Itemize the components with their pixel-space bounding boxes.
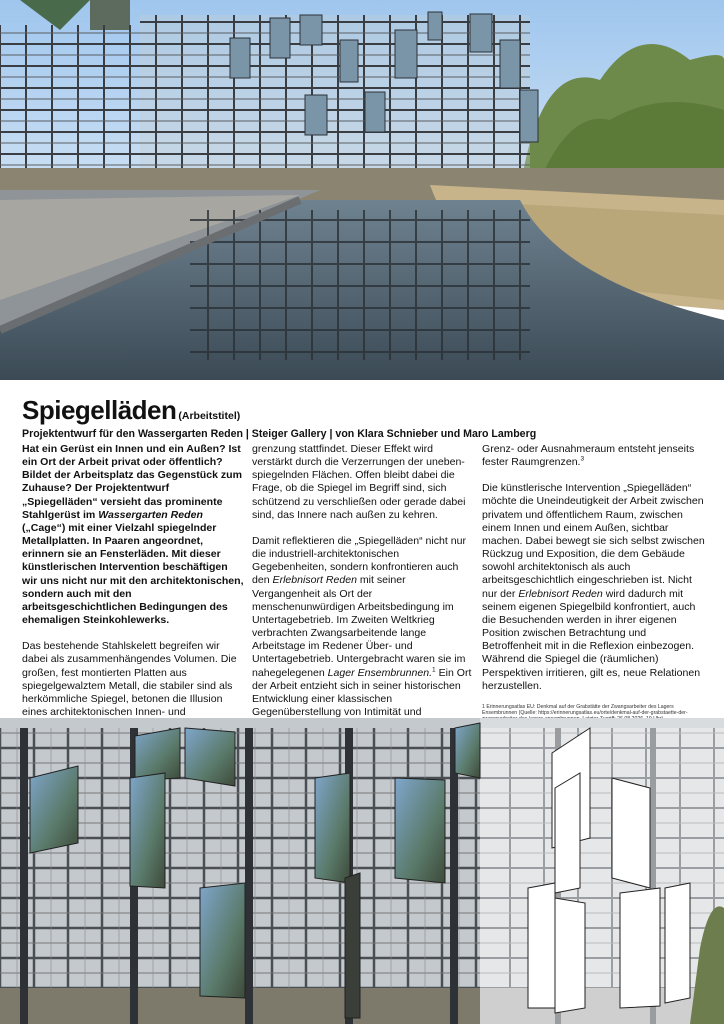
mirror-panel-rendering [0, 718, 724, 1024]
steel-cage-reflection-photo [0, 0, 724, 380]
page-subtitle: Projektentwurf für den Wassergarten Reden | Steiger Gallery | von Klara Schnieber und Maro Lamberg [22, 428, 537, 440]
body-text: Damit reflektieren die „Spiegelläden“ nicht nur die industriell-architektonischen Gegebenheiten, sondern konfrontieren auch den [252, 534, 466, 587]
body-paragraph [482, 482, 706, 693]
lead-paragraph [22, 443, 244, 627]
body-paragraph: Das bestehende Stahlskelett begreifen wir dabei als zusammenhängendes Volumen. Die großen, fest montierten Platten aus spiegelgewalztem Metall, die stabiler sind als herkömmliche Spiegel, betonen die Illusion eines architektonischen Innen- und [22, 640, 237, 718]
body-emphasis: Lager Ensembrunnen. [327, 666, 433, 679]
lead-text-a: Hat ein Gerüst ein Innen und ein Außen? Ist ein Ort der Arbeit privat oder öffentlich? Bildet der Arbeitsplatz das Gegenstück zum Zuhause? Der Projektentwurf „Spiegelläden“ versieht das prominente Stahlgerüst im [22, 443, 242, 521]
body-text: Die künstlerische Intervention „Spiegelläden“ möchte die Uneindeutigkeit der Arbeit zwischen privatem und öffentlichem Raum, zwischen einem Innen und einem Außen, sichtbar machen. Dabei bewegt sie sich selbst zwischen Rückzug und Exposition, die dem Gebäude sowohl architektonisch als auch arbeitsgeschichtlich eingeschrieben ist. Nicht nur der [482, 482, 705, 600]
top-photo [0, 0, 724, 380]
page-title: Spiegelläden [22, 395, 177, 425]
lead-text-b: („Cage“) mit einer Vielzahl spiegelnder Metallplatten. In Paaren angeordnet, erinnern sie an Fensterläden. Mit dieser künstlerischen Intervention beschäftigen wir uns nicht nur mit den architektonischen, sondern auch mit den arbeitsgeschichtlichen Bedingungen des ehemaligen Steinkohlewerks. [22, 521, 244, 627]
footnote-ref: 1 [432, 665, 436, 673]
body-text: Grenz- oder Ausnahmeraum entsteht jenseits fester Raumgrenzen. [482, 443, 695, 469]
text-column-3 [482, 443, 706, 745]
footnote-ref: 3 [580, 455, 585, 463]
body-text: Ein Ort der Arbeit entzieht sich in seiner historischen Entwicklung einer klassischen Gegenüberstellung von Intimität und [252, 666, 472, 718]
bottom-photo [0, 718, 724, 1024]
title-suffix: (Arbeitstitel) [178, 410, 241, 422]
lead-emphasis: Wassergarten Reden [98, 508, 203, 521]
body-paragraph: grenzung stattfindet. Dieser Effekt wird verstärkt durch die Verzerrungen der uneben-spiegelnden Flächen. Offen bleibt dabei die Frage, ob die Spiegel im Begriff sind, sich schützend zu verschließen oder gerade dabei sind, das Innere nach außen zu kehren. [252, 443, 466, 521]
body-text: mit seiner Vergangenheit als Ort der menschenunwürdigen Arbeitsbedingung im Untertagebetrieb. Im Zweiten Weltkrieg verbrachten Zwangsarbeitende lange Arbeitstage im Redener Über- und Untertagebetrieb. Untergebracht waren sie im nahegelegenen [252, 574, 466, 679]
footnote: 1 Erinnerungsatlas EU: Denkmal auf der Grabstätte der Zwangsarbeiter des Lagers Ensembrunnen (Quelle: https://erinnerungsatlas.eu/orte/denkmal-auf-der-grabstaette-der- [482, 703, 688, 717]
body-text: wird dadurch mit seinem eigenen Spiegelbild konfrontiert, auch die Besuchenden werden in ihrer eigenen Position zwischen Betrachtung und Betroffenheit mit in die Reflexion einbezogen. Während die Spiegel die (räumlichen) Perspektiven irritieren, gilt es, neue Relationen herzustellen. [482, 587, 701, 692]
title-block [22, 397, 712, 440]
body-paragraph [482, 443, 706, 469]
body-emphasis: Erlebnisort Reden [518, 587, 603, 600]
body-emphasis: Erlebnisort Reden [272, 574, 357, 587]
